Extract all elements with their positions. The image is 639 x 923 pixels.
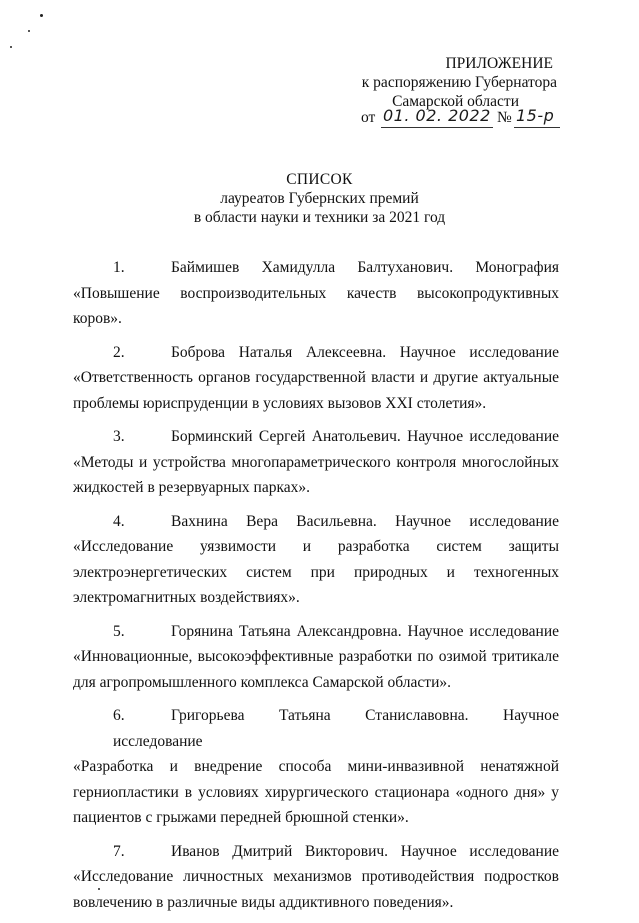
list-item xyxy=(73,340,559,417)
title-main: СПИСОК xyxy=(286,171,353,188)
order-date-line xyxy=(361,106,571,131)
entry-number: 2. xyxy=(113,343,125,361)
entry-heading-line xyxy=(73,619,559,645)
list-item xyxy=(73,255,559,332)
entry-number: 7. xyxy=(113,842,125,860)
list-item xyxy=(73,619,559,696)
entry-text: Боброва Наталья Алексеевна. Научное исследование xyxy=(171,343,559,361)
document-title xyxy=(0,170,639,227)
list-item xyxy=(73,703,559,831)
entry-text-line: «Методы и устройства многопараметрического контроля многослойных xyxy=(73,453,559,471)
entry-heading-line xyxy=(73,839,559,865)
list-item xyxy=(73,509,559,611)
entry-text-line: «Разработка и внедрение способа мини-инвазивной ненатяжной xyxy=(73,758,559,775)
entry-heading-line xyxy=(73,255,559,281)
title-subtitle: лауреатов Губернских премий xyxy=(220,190,419,207)
entry-number: 1. xyxy=(113,259,125,276)
scan-speck xyxy=(40,14,43,17)
entry-heading-line xyxy=(73,509,559,535)
number-underline xyxy=(514,127,560,128)
entry-text-line: вовлечению в различные виды аддиктивного поведения». xyxy=(73,893,454,911)
entry-text: Борминский Сергей Анатольевич. Научное исследование xyxy=(171,428,559,445)
appendix-label: ПРИЛОЖЕНИЕ xyxy=(445,55,553,72)
entry-text: Иванов Дмитрий Викторович. Научное исследование xyxy=(171,842,559,860)
entry-number: 3. xyxy=(113,428,125,445)
appendix-reference: к распоряжению Губернатора xyxy=(361,74,557,91)
entry-text-line: «Исследование личностных механизмов противодействия подростков xyxy=(73,868,559,885)
entry-text-line: для агропромышленного комплекса Самарской области». xyxy=(73,673,451,691)
laureate-list xyxy=(73,255,559,923)
appendix-region: Самарской области xyxy=(392,93,519,110)
number-sign: № xyxy=(497,109,512,126)
entry-text: Горянина Татьяна Александровна. Научное исследование xyxy=(171,622,559,640)
entry-text-line: «Повышение воспроизводительных качеств высокопродуктивных коров». xyxy=(73,284,559,327)
entry-text-line: «Исследование уязвимости и разработка систем защиты xyxy=(73,538,559,555)
handwritten-date: 01. 02. 2022 xyxy=(383,106,491,125)
entry-number: 5. xyxy=(113,622,125,640)
entry-text-line: проблемы юриспруденции в условиях вызовов XXI столетия». xyxy=(73,394,487,412)
handwritten-number: 15-р xyxy=(516,106,555,125)
entry-text-line: электромагнитных воздействиях». xyxy=(73,589,300,606)
list-item xyxy=(73,424,559,501)
entry-text-line: «Ответственность органов государственной власти и другие актуальные xyxy=(73,369,559,386)
date-prefix: от xyxy=(361,109,376,126)
entry-text-line: «Инновационные, высокоэффективные разработки по озимой тритикале xyxy=(73,648,559,665)
entry-heading-line xyxy=(73,703,559,754)
entry-heading-line xyxy=(73,424,559,450)
entry-text-line: жидкостей в резервуарных парках». xyxy=(73,479,311,496)
scan-speck xyxy=(10,46,12,48)
entry-text: Григорьева Татьяна Станиславовна. Научное исследование xyxy=(113,707,559,750)
entry-text-line: электроэнергетических систем при природных и техногенных xyxy=(73,563,559,581)
entry-heading-line xyxy=(73,340,559,366)
entry-number: 4. xyxy=(113,512,125,530)
entry-text: Баймишев Хамидулла Балтуханович. Монография xyxy=(171,259,559,276)
appendix-header xyxy=(337,54,557,111)
entry-number: 6. xyxy=(113,707,125,724)
date-underline xyxy=(381,127,493,128)
entry-text-line: герниопластики в условиях хирургического стационара «одного дня» у xyxy=(73,783,559,801)
entry-text-line: пациентов с грыжами передней брюшной стенки». xyxy=(73,809,409,826)
list-item xyxy=(73,839,559,916)
entry-text: Вахнина Вера Васильевна. Научное исследование xyxy=(171,512,559,530)
scan-speck xyxy=(28,30,30,32)
title-subtitle-2: в области науки и техники за 2021 год xyxy=(193,209,446,226)
